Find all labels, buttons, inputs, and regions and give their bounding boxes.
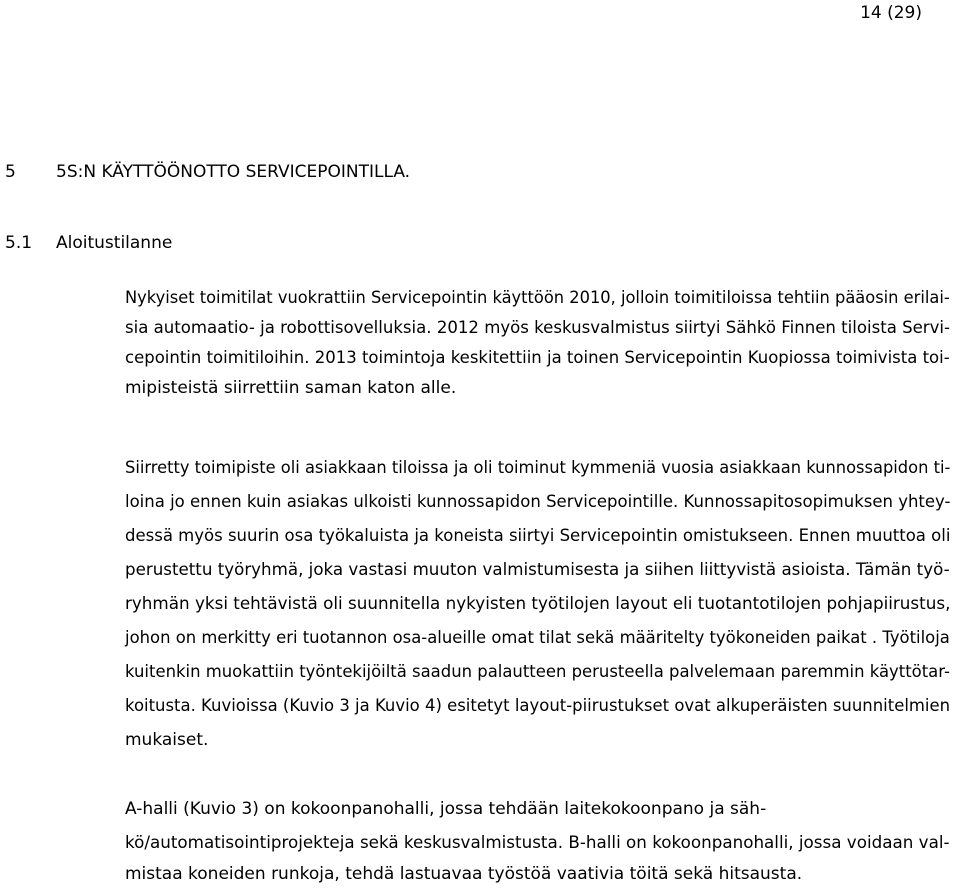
paragraph-line: Nykyiset toimitilat vuokrattiin Servicepointin käyttöön 2010, jolloin toimitiloissa tehtiin pääosin erilai- bbox=[125, 288, 950, 308]
section-title: 5S:N KÄYTTÖÖNOTTO SERVICEPOINTILLA. bbox=[56, 162, 411, 182]
paragraph-line: ryhmän yksi tehtävistä oli suunnitella nykyisten työtilojen layout eli tuotantotilojen pohjapiirustus, bbox=[125, 594, 951, 614]
paragraph-line: mistaa koneiden runkoja, tehdä lastuavaa työstöä vaativia töitä sekä hitsausta. bbox=[125, 864, 803, 884]
paragraph-line: A-halli (Kuvio 3) on kokoonpanohalli, jossa tehdään laitekokoonpano ja säh- bbox=[125, 799, 767, 819]
subsection-number: 5.1 bbox=[5, 233, 33, 253]
section-number: 5 bbox=[5, 162, 16, 182]
paragraph-line: cepointin toimitiloihin. 2013 toimintoja keskitettiin ja toinen Servicepointin Kuopiossa toimivista toi- bbox=[125, 348, 950, 368]
paragraph-line: loina jo ennen kuin asiakas ulkoisti kunnossapidon Servicepointille. Kunnossapitosopimuksen yhtey- bbox=[125, 492, 951, 512]
page-number: 14 (29) bbox=[860, 3, 922, 23]
paragraph-line: dessä myös suurin osa työkaluista ja koneista siirtyi Servicepointin omistukseen. Ennen muuttoa oli bbox=[125, 526, 951, 546]
paragraph-line: mipisteistä siirrettiin saman katon alle. bbox=[125, 378, 457, 398]
paragraph-line: sia automaatio- ja robottisovelluksia. 2012 myös keskusvalmistus siirtyi Sähkö Finnen tiloista Servi- bbox=[125, 318, 950, 338]
paragraph-line: Siirretty toimipiste oli asiakkaan tiloissa ja oli toiminut kymmeniä vuosia asiakkaan kunnossapidon ti- bbox=[125, 458, 951, 478]
subsection-title: Aloitustilanne bbox=[56, 233, 173, 253]
paragraph-line: kö/automatisointiprojekteja sekä keskusvalmistusta. B-halli on kokoonpanohalli, jossa voidaan val- bbox=[125, 833, 950, 853]
paragraph-line: kuitenkin muokattiin työntekijöiltä saadun palautteen perusteella palvelemaan paremmin käyttötar- bbox=[125, 662, 950, 682]
paragraph-line: koitusta. Kuvioissa (Kuvio 3 ja Kuvio 4) esitetyt layout-piirustukset ovat alkuperäisten suunnitelmien bbox=[125, 696, 951, 716]
paragraph-line: perustettu työryhmä, joka vastasi muuton valmistumisesta ja siihen liittyvistä asioista. Tämän työ- bbox=[125, 560, 950, 580]
paragraph-line: mukaiset. bbox=[125, 730, 209, 750]
paragraph-line: johon on merkitty eri tuotannon osa-alueille omat tilat sekä määritelty työkoneiden paikat . Työtiloja bbox=[125, 628, 950, 648]
